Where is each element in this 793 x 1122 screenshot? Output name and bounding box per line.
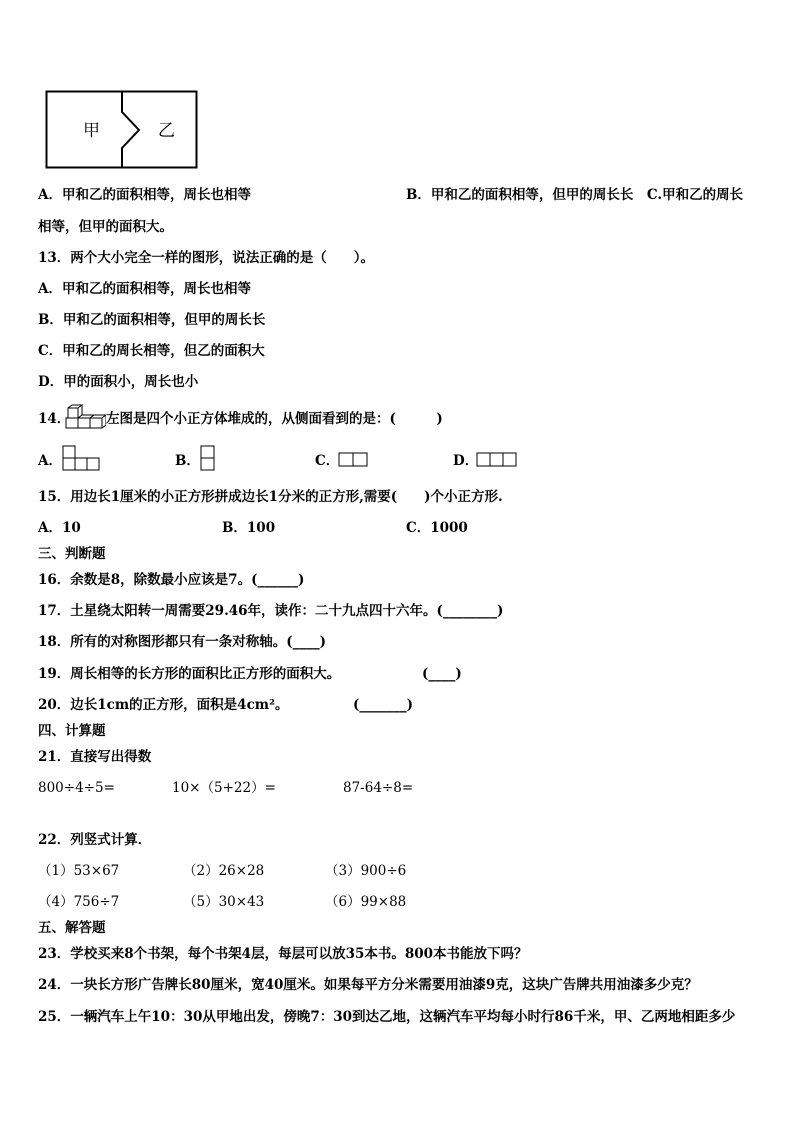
q13-stem: 13．两个大小完全一样的图形，说法正确的是（ ）。 — [38, 250, 375, 266]
q21-expr-2: 10×（5+22）= — [172, 780, 276, 796]
q15-stem: 15．用边长1厘米的小正方形拼成边长1分米的正方形,需要( )个小正方形. — [38, 489, 503, 505]
q22-item-3: （3）900÷6 — [325, 863, 407, 879]
q23: 23．学校买来8个书架，每个书架4层，每层可以放35本书。800本书能放下吗？ — [38, 946, 528, 962]
q15-option-a: A．10 — [38, 520, 81, 536]
q16: 16．余数是8，除数最小应该是7。(______) — [38, 572, 305, 588]
q22-item-2: （2）26×28 — [183, 863, 265, 879]
q14-option-a-label: A． — [38, 453, 62, 469]
q12-option-c-cont: 相等，但甲的面积大。 — [38, 219, 173, 235]
q14-stem: 左图是四个小正方体堆成的，从侧面看到的是：( ) — [106, 411, 443, 427]
q19-stem: 19．周长相等的长方形的面积比正方形的面积大。 — [38, 666, 341, 682]
q13-option-a: A．甲和乙的面积相等，周长也相等 — [38, 281, 251, 297]
q22-item-1: （1）53×67 — [38, 863, 120, 879]
q22-item-6: （6）99×88 — [325, 894, 407, 910]
q14-option-d-label: D． — [453, 453, 479, 469]
q24: 24．一块长方形广告牌长80厘米，宽40厘米。如果每平方分米需要用油漆9克，这块广告牌共用油漆多少克？ — [38, 977, 698, 993]
q15-option-b: B．100 — [222, 520, 276, 536]
q13-option-d: D．甲的面积小，周长也小 — [38, 374, 199, 390]
jia-label: 甲 — [83, 121, 100, 141]
q21-stem: 21．直接写出得数 — [38, 749, 152, 765]
section-4-title: 四、计算题 — [38, 723, 106, 739]
q14-option-b-figure — [200, 444, 216, 472]
q21-expr-3: 87-64÷8= — [343, 780, 414, 796]
q12-option-bc: B．甲和乙的面积相等，但甲的周长长 C.甲和乙的周长 — [406, 187, 744, 203]
q15-option-c: C．1000 — [406, 520, 468, 536]
q20-blank: (_______) — [353, 697, 414, 713]
q14-option-a-figure — [62, 444, 100, 472]
q14-option-b-label: B． — [175, 453, 200, 469]
q22-item-4: （4）756÷7 — [38, 894, 120, 910]
q14-option-c-label: C． — [315, 453, 340, 469]
q21-expr-1: 800÷4÷5= — [38, 780, 115, 796]
figure-jia-yi — [45, 90, 199, 170]
q19-blank: (____) — [422, 666, 462, 682]
q25: 25．一辆汽车上午10：30从甲地出发，傍晚7：30到达乙地，这辆汽车平均每小时行86千米，甲、乙两地相距多少 — [38, 1009, 736, 1025]
q20-stem: 20．边长1cm的正方形，面积是4cm²。 — [38, 697, 289, 713]
q14-number: 14． — [38, 411, 71, 427]
q22-item-5: （5）30×43 — [183, 894, 265, 910]
q13-option-b: B．甲和乙的面积相等，但甲的周长长 — [38, 312, 266, 328]
q18: 18．所有的对称图形都只有一条对称轴。(____) — [38, 634, 327, 650]
cube-stack-figure — [64, 404, 106, 430]
q13-option-c: C．甲和乙的周长相等，但乙的面积大 — [38, 343, 265, 359]
q17: 17．土星绕太阳转一周需要29.46年，读作：二十九点四十六年。(________) — [38, 603, 504, 619]
section-3-title: 三、判断题 — [38, 546, 106, 562]
q22-stem: 22．列竖式计算． — [38, 832, 152, 848]
section-5-title: 五、解答题 — [38, 920, 106, 936]
q12-option-a: A．甲和乙的面积相等，周长也相等 — [38, 187, 251, 203]
q14-option-d-figure — [476, 452, 518, 468]
yi-label: 乙 — [158, 121, 175, 141]
q14-option-c-figure — [338, 452, 370, 468]
